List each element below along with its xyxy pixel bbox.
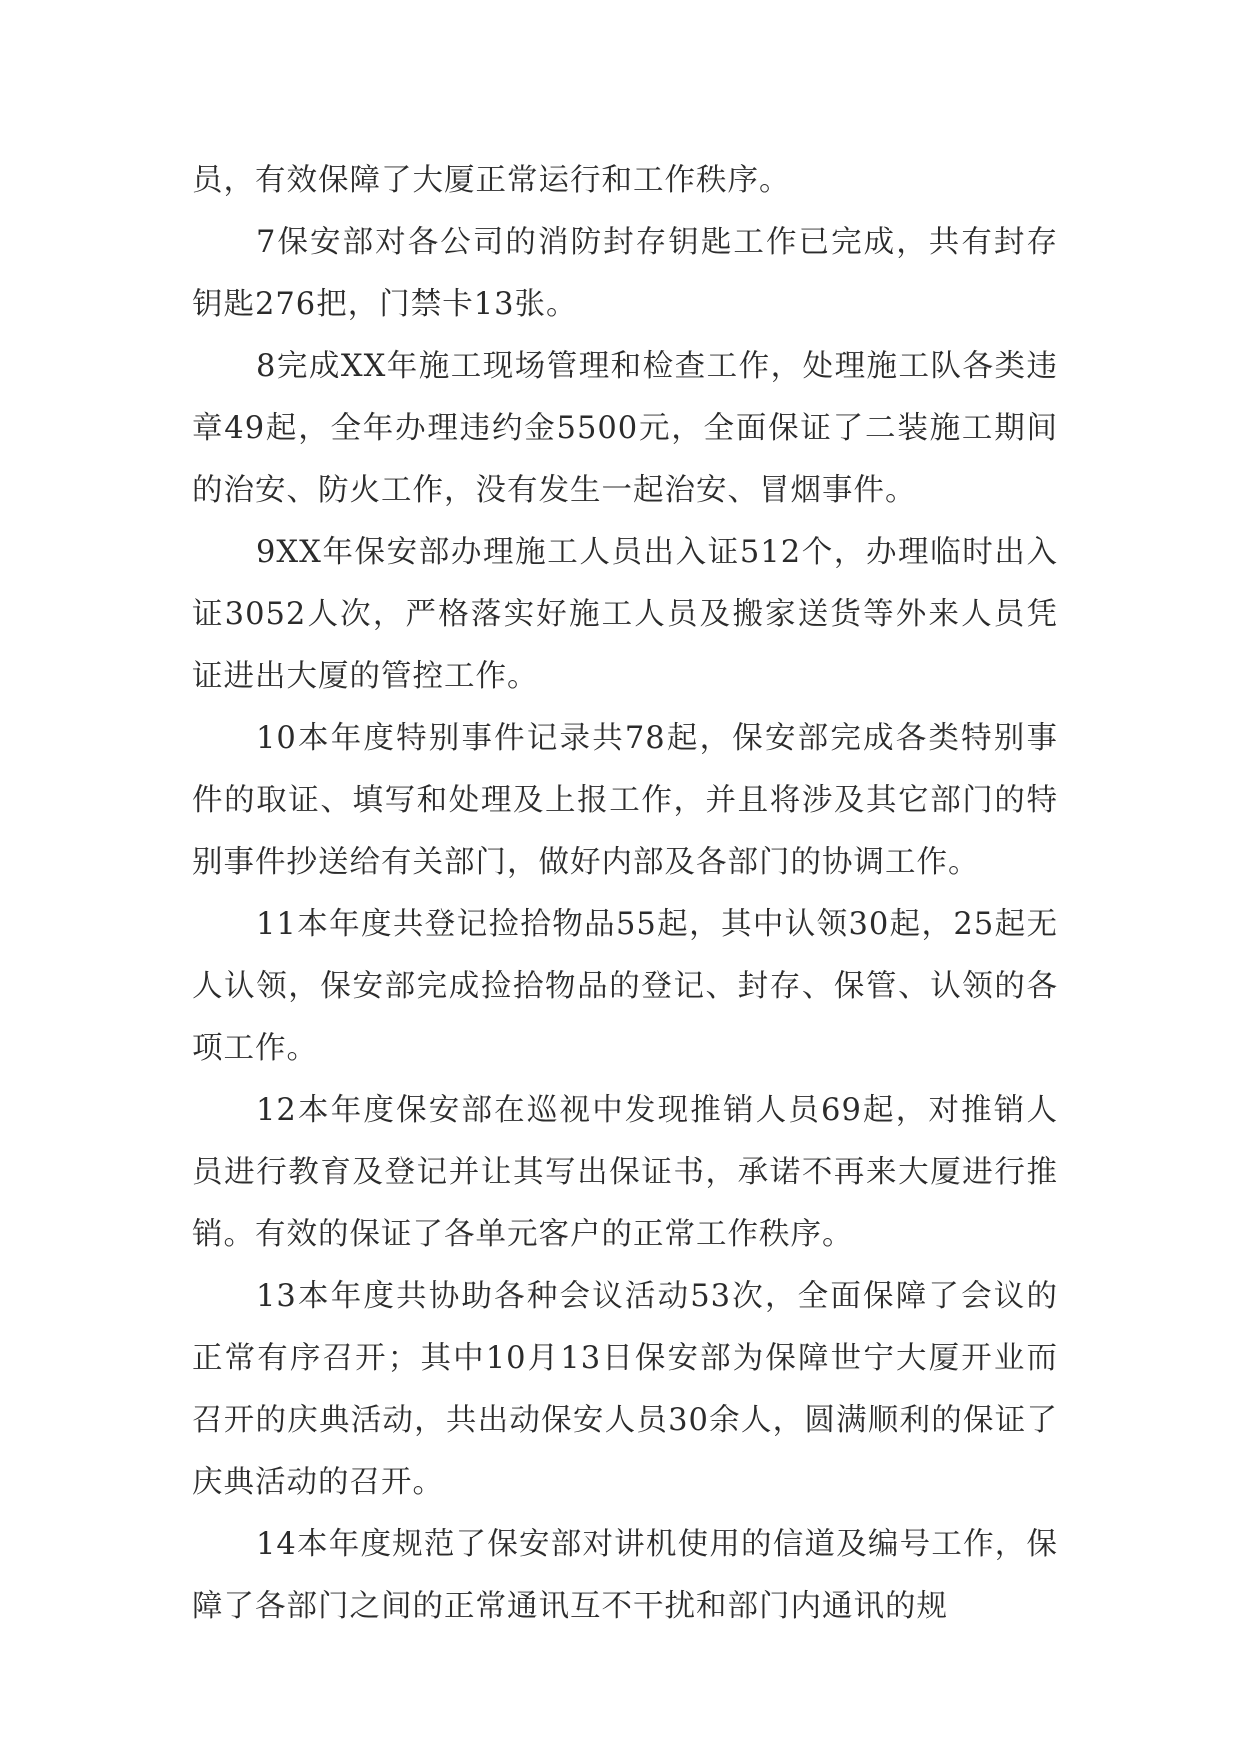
- paragraph-item-13: 13本年度共协助各种会议活动53次，全面保障了会议的正常有序召开；其中10月13日保安部为保障世宁大厦开业而召开的庆典活动，共出动保安人员30余人，圆满顺利的保证了庆典活动的召开。: [192, 1279, 1058, 1500]
- paragraph-item-8: 8完成XX年施工现场管理和检查工作，处理施工队各类违章49起，全年办理违约金5500元，全面保证了二装施工期间的治安、防火工作，没有发生一起治安、冒烟事件。: [192, 349, 1058, 508]
- paragraph-item-10: 10本年度特别事件记录共78起，保安部完成各类特别事件的取证、填写和处理及上报工作，并且将涉及其它部门的特别事件抄送给有关部门，做好内部及各部门的协调工作。: [192, 721, 1058, 880]
- paragraph-continued: 员，有效保障了大厦正常运行和工作秩序。: [192, 163, 791, 198]
- paragraph-item-14: 14本年度规范了保安部对讲机使用的信道及编号工作，保障了各部门之间的正常通讯互不干扰和部门内通讯的规: [192, 1527, 1058, 1624]
- paragraph-item-9: 9XX年保安部办理施工人员出入证512个，办理临时出入证3052人次，严格落实好施工人员及搬家送货等外来人员凭证进出大厦的管控工作。: [192, 535, 1058, 694]
- paragraph-item-12: 12本年度保安部在巡视中发现推销人员69起，对推销人员进行教育及登记并让其写出保证书，承诺不再来大厦进行推销。有效的保证了各单元客户的正常工作秩序。: [192, 1093, 1058, 1252]
- document-body: [192, 150, 1058, 1638]
- paragraph-item-11: 11本年度共登记捡拾物品55起，其中认领30起，25起无人认领，保安部完成捡拾物品的登记、封存、保管、认领的各项工作。: [192, 907, 1058, 1066]
- paragraph-item-7: 7保安部对各公司的消防封存钥匙工作已完成，共有封存钥匙276把，门禁卡13张。: [192, 225, 1058, 322]
